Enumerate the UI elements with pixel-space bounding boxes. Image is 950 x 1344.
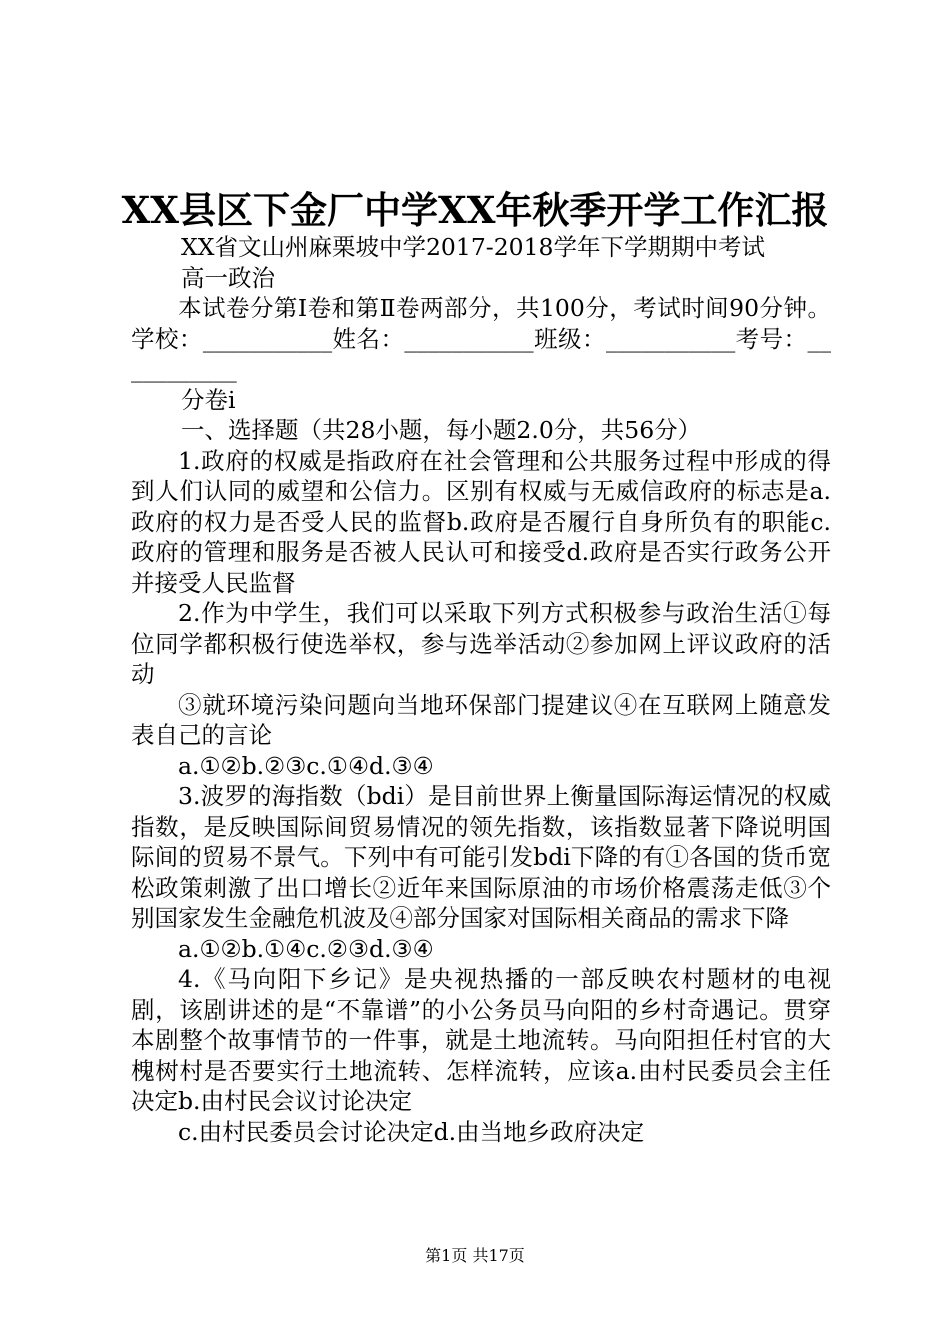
document-title: XX县区下金厂中学XX年秋季开学工作汇报 xyxy=(121,188,829,232)
exam-subject-line: 高一政治 xyxy=(181,263,275,292)
answer-options-line: c.由村民委员会讨论决定d.由当地乡政府决定 xyxy=(178,1117,645,1146)
answer-options-line: a.①②b.②③c.①④d.③④ xyxy=(178,751,434,780)
question-paragraph: 1.政府的权威是指政府在社会管理和公共服务过程中形成的得到人们认同的威望和公信力。区别有权威与无威信政府的标志是a.政府的权力是否受人民的监督b.政府是否履行自身所负有的职能c.政府的管理和服务是否被人民认可和接受d.政府是否实行政务公开并接受人民监督 xyxy=(131,446,831,597)
section-label: 分卷i xyxy=(181,385,236,414)
exam-header-line: XX省文山州麻栗坡中学2017-2018学年下学期期中考试 xyxy=(181,233,766,261)
exam-instructions-paragraph: 本试卷分第Ⅰ卷和第Ⅱ卷两部分，共100分，考试时间90分钟。学校：___________姓名：___________班级：___________考号：___________ xyxy=(131,294,831,383)
section-heading: 一、选择题（共28小题，每小题2.0分，共56分） xyxy=(181,416,702,444)
question-paragraph: ③就环境污染问题向当地环保部门提建议④在互联网上随意发表自己的言论 xyxy=(131,690,831,749)
question-paragraph: 3.波罗的海指数（bdi）是目前世界上衡量国际海运情况的权威指数，是反映国际间贸易情况的领先指数，该指数显著下降说明国际间的贸易不景气。下列中有可能引发bdi下降的有①各国的货币宽松政策刺激了出口增长②近年来国际原油的市场价格震荡走低③个别国家发生金融危机波及④部分国家对国际相关商品的需求下降 xyxy=(131,782,831,932)
answer-options-line: a.①②b.①④c.②③d.③④ xyxy=(178,934,434,963)
document-body xyxy=(131,232,831,1147)
question-paragraph: 4.《马向阳下乡记》是央视热播的一部反映农村题材的电视剧，该剧讲述的是“不靠谱”的小公务员马向阳的乡村奇遇记。贯穿本剧整个故事情节的一件事，就是土地流转。马向阳担任村官的大槐树村是否要实行土地流转、怎样流转，应该a.由村民委员会主任决定b.由村民会议讨论决定 xyxy=(131,965,831,1115)
page-number-footer: 第1页 共17页 xyxy=(425,1246,525,1265)
question-paragraph: 2.作为中学生，我们可以采取下列方式积极参与政治生活①每位同学都积极行使选举权，参与选举活动②参加网上评议政府的活动 xyxy=(131,599,831,688)
